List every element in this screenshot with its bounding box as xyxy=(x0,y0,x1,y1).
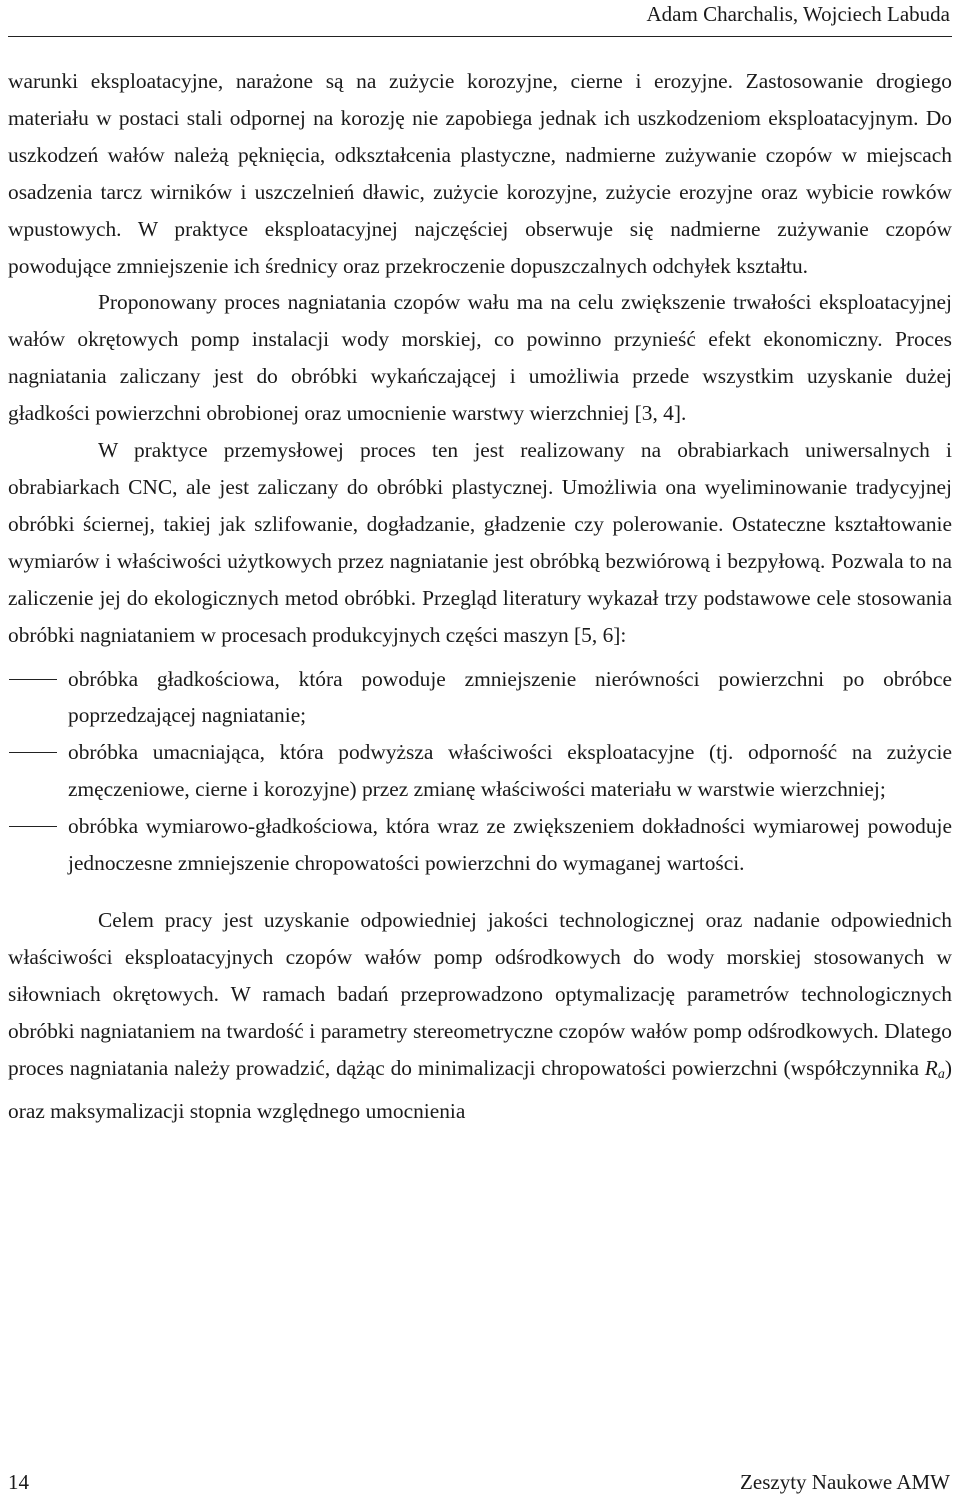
page-body xyxy=(8,63,952,1130)
ra-subscript: a xyxy=(937,1066,945,1082)
list-item-text: obróbka gładkościowa, która powoduje zmniejszenie nierówności powierzchni po obróbce poprzedzającej nagniatanie; xyxy=(68,666,952,728)
list-item xyxy=(8,734,952,808)
paragraph-4-text-a: Celem pracy jest uzyskanie odpowiedniej jakości technologicznej oraz nadanie odpowiednich właściwości eksploatacyjnych czopów wałów pomp odśrodkowych do wody morskiej stosowanych w siłowniach okrętowych. W ramach badań przeprowadzono optymalizację parametrów technologicznych obróbki nagniataniem na twardość i parametry stereometryczne czopów wałów pomp odśrodkowych. Dlatego proces nagniatania należy prowadzić, dążąc do minimalizacji chropowatości powierzchni (współczynnika xyxy=(8,907,952,1080)
paragraph-4 xyxy=(8,902,952,1130)
ra-symbol: R xyxy=(924,1055,938,1080)
dash-bullet-icon xyxy=(9,826,57,827)
list-item-text: obróbka wymiarowo-gładkościowa, która wraz ze zwiększeniem dokładności wymiarowej powoduje jednoczesne zmniejszenie chropowatości powierzchni do wymaganej wartości. xyxy=(68,814,952,876)
dash-bullet-icon xyxy=(9,679,57,680)
dash-bullet-icon xyxy=(9,752,57,753)
paragraph-4-text-b: ) oraz maksymalizacji stopnia względnego umocnienia xyxy=(8,1055,952,1124)
list-item xyxy=(8,808,952,882)
journal-name: Zeszyty Naukowe AMW xyxy=(740,1470,950,1494)
header-authors: Adam Charchalis, Wojciech Labuda xyxy=(646,2,950,26)
paragraph-2: Proponowany proces nagniatania czopów wału ma na celu zwiększenie trwałości eksploatacyjnej wałów okrętowych pomp instalacji wody morskiej, co powinno przynieść efekt ekonomiczny. Proces nagniatania zaliczany jest do obróbki wykańczającej i umożliwia przede wszystkim uzyskanie dużej gładkości powierzchni obrobionej oraz umocnienie warstwy wierzchniej [3, 4]. xyxy=(8,290,952,426)
list-item-text: obróbka umacniająca, która podwyższa właściwości eksploatacyjne (tj. odporność na zużycie zmęczeniowe, cierne i korozyjne) przez zmianę właściwości materiału w warstwie wierzchniej; xyxy=(68,740,952,802)
paragraph-3: W praktyce przemysłowej proces ten jest realizowany na obrabiarkach uniwersalnych i obrabiarkach CNC, ale jest zaliczany do obróbki plastycznej. Umożliwia ona wyeliminowanie tradycyjnej obróbki ściernej, takiej jak szlifowanie, dogładzanie, gładzenie czy polerowanie. Ostateczne kształtowanie wymiarów i właściwości użytkowych przez nagniatanie jest obróbką bezwiórową i bezpyłową. Pozwala to na zaliczenie jej do ekologicznych metod obróbki. Przegląd literatury wykazał trzy podstawowe cele stosowania obróbki nagniataniem w procesach produkcyjnych części maszyn [5, 6]: xyxy=(8,438,952,647)
page-number: 14 xyxy=(8,1470,29,1494)
bullet-list xyxy=(8,661,952,882)
paragraph-1: warunki eksploatacyjne, narażone są na zużycie korozyjne, cierne i erozyjne. Zastosowanie drogiego materiału w postaci stali odpornej na korozję nie zapobiega jednak ich uszkodzeniom eksploatacyjnym. Do uszkodzeń wałów należą pęknięcia, odkształcenia plastyczne, nadmierne zużywanie czopów w miejscach osadzenia tarcz wirników i uszczelnień dławic, zużycie korozyjne, zużycie erozyjne oraz wybicie rowków wpustowych. W praktyce eksploatacyjnej najczęściej obserwuje się nadmierne zużywanie czopów powodujące zmniejszenie ich średnicy oraz przekroczenie dopuszczalnych odchyłek kształtu. xyxy=(8,69,952,278)
list-item xyxy=(8,661,952,735)
running-header xyxy=(8,0,952,37)
spacer xyxy=(8,882,952,902)
